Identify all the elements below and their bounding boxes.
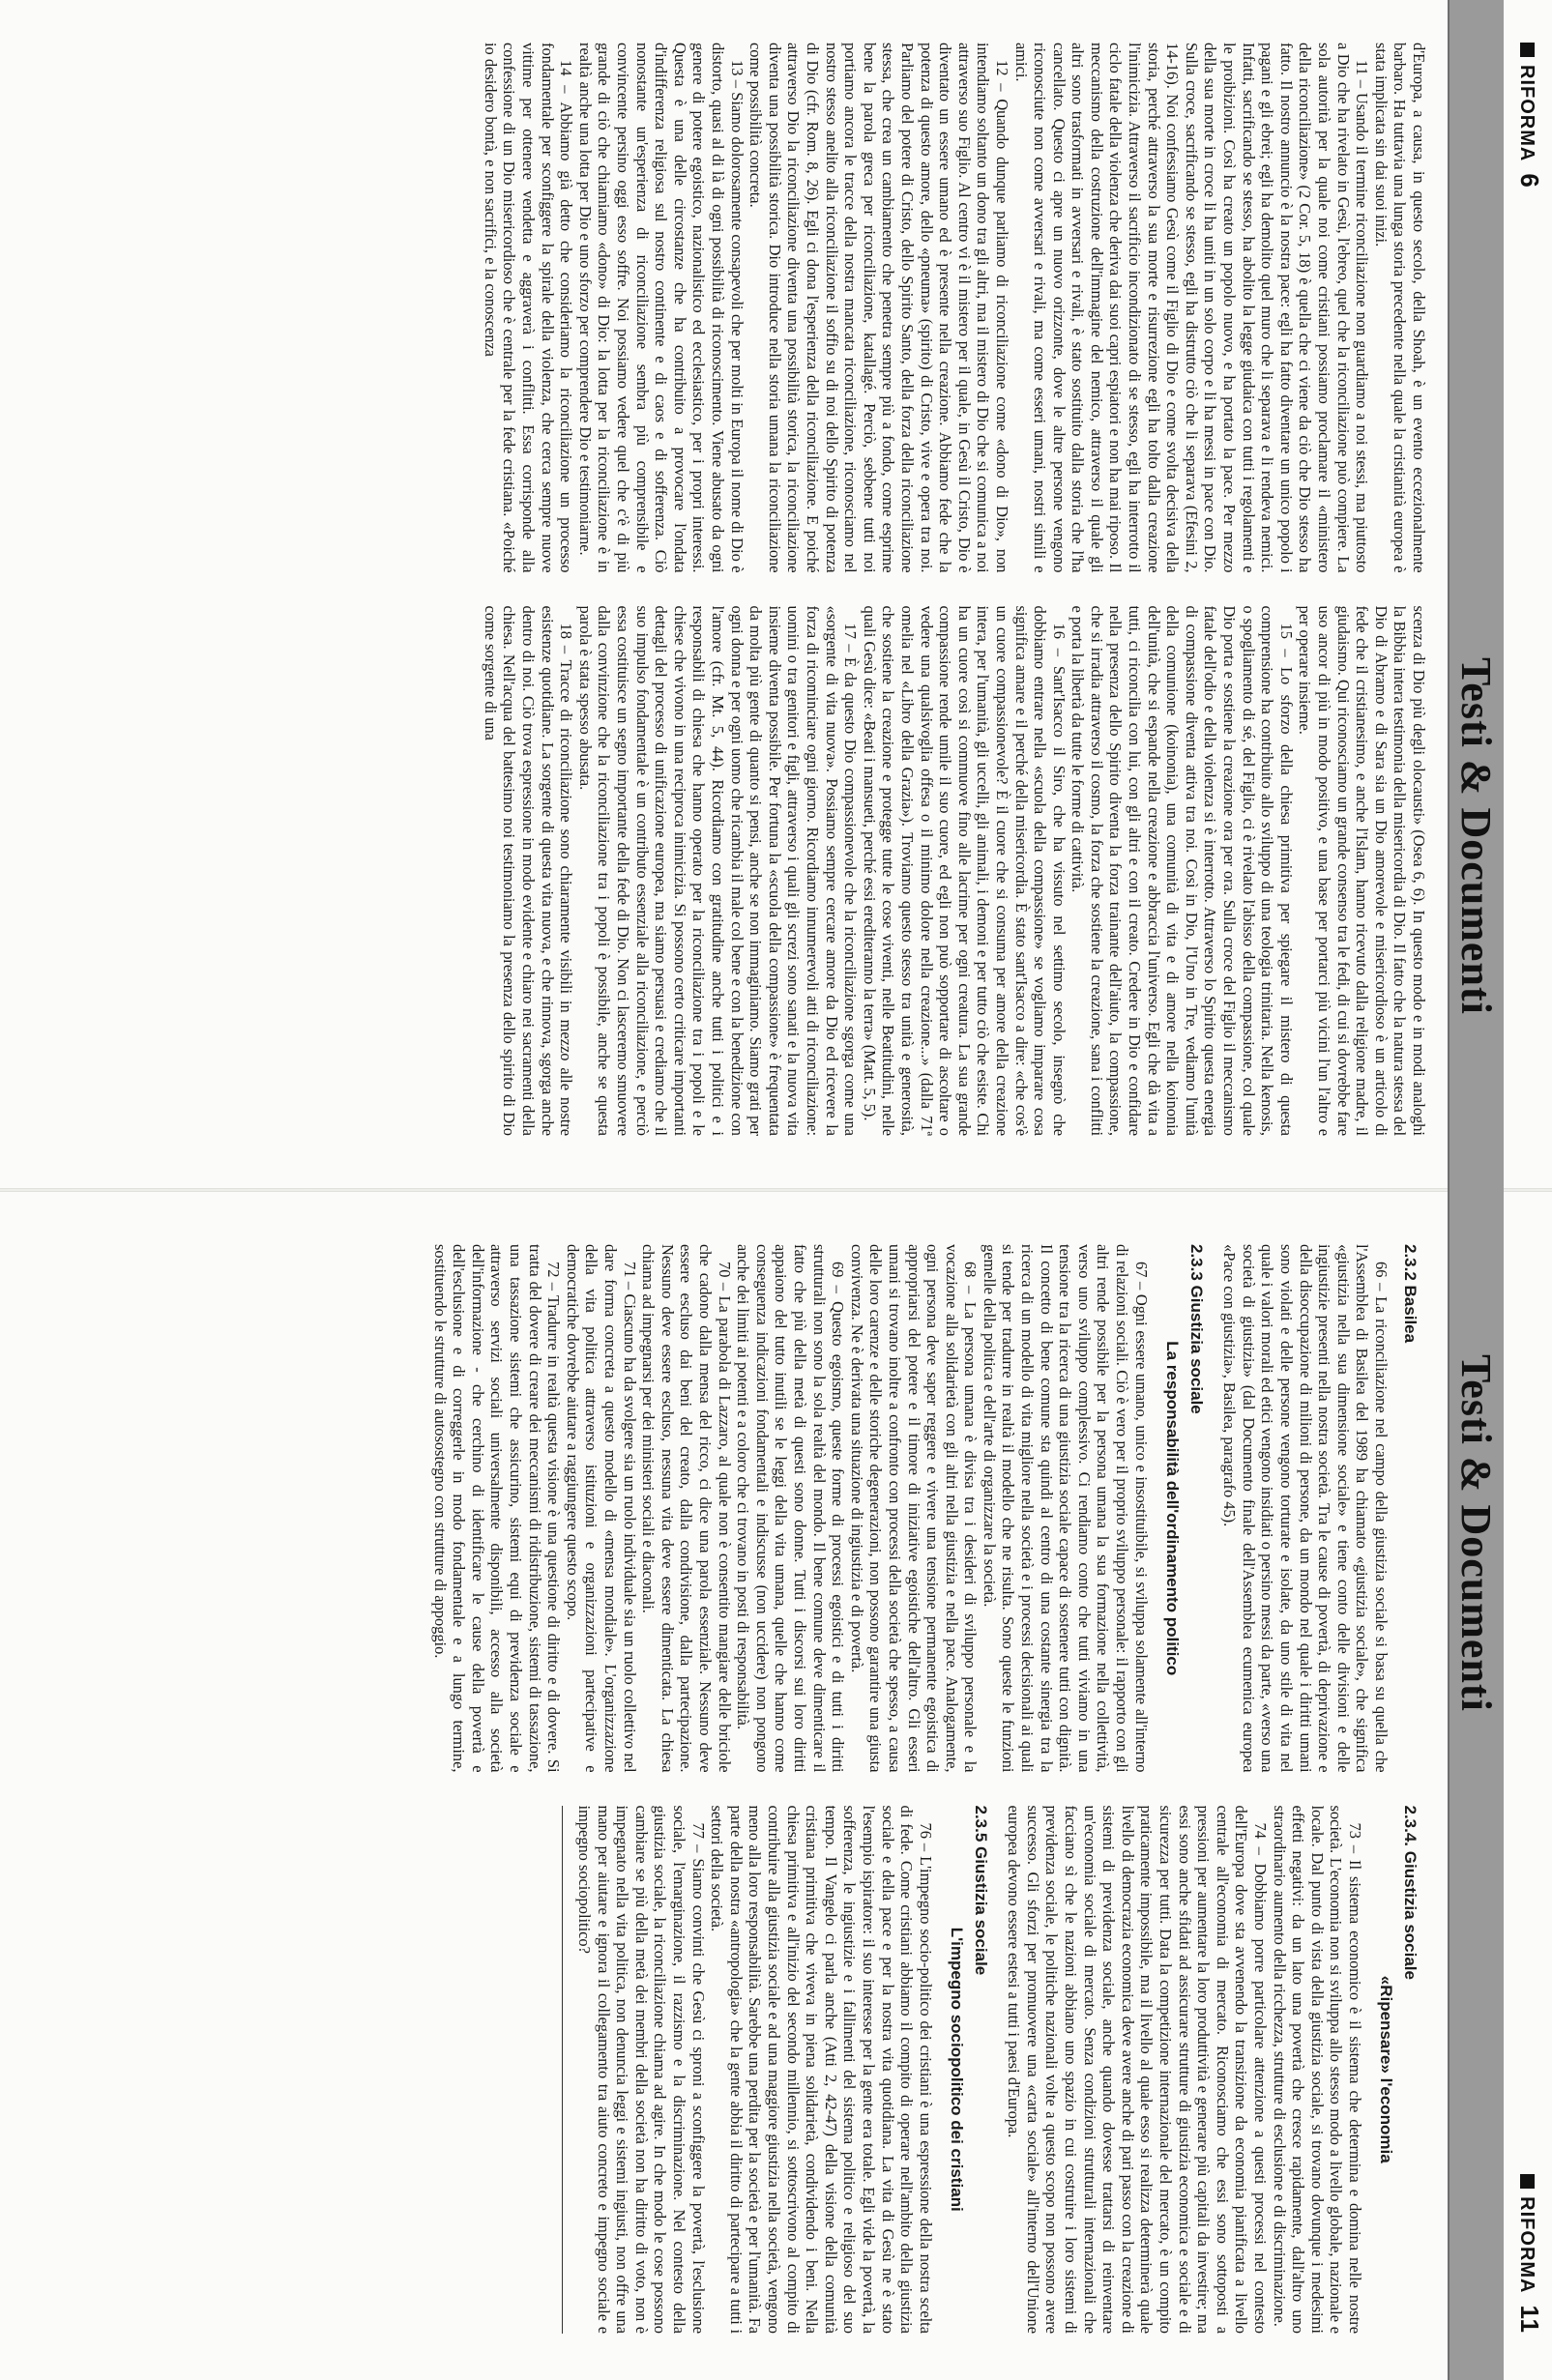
square-icon — [1520, 2174, 1535, 2189]
paragraph: 71 – Ciascuno ha da svolgere sia un ruolo individuale sia un ruolo collettivo nel dare forma concreta a questo modello di «mensa mondiale». L'organizzazione della vita politica attraverso istituzioni e organizzazioni partecipative e democratiche dovrebbe aiutare a raggiungere questo scopo. — [563, 1244, 639, 1773]
right-section-label: RIFORMA — [1516, 2196, 1537, 2294]
paragraph: 17 – È da questo Dio compassionevole che la riconciliazione sgorga come una «sorgente di vita nuova». Possiamo sempre cercare amore da Dio ed ricevere la forza di ricominciare ogni giorno. Ricordiamo innumerevoli atti di riconciliazione: uomini o tra genitori e figli, attraverso i quali gli screzi sono sanati e la nuova vita insieme diventa possibile. Per fortuna la «scuola della compassione» è frequentata da molta più gente di quanto si pensi, anche se non immaginiamo. Siamo grati per ogni donna e per ogni uomo che ricambia il male col bene e con la benedizione con l'amore (cfr. Mt. 5, 44). Ricordiamo con gratitudine anche tutti i politici e i responsabili di chiesa che hanno operato per la riconciliazione tra i popoli e le chiese che vivono in una reciproca inimicizia. Si possono certo criticare importanti dettagli del processo di unificazione europea, ma siamo persuasi e crediamo che il suo impulso fondamentale è un contributo essenziale alla riconciliazione, e perciò essa costituisce un segno importante della fede di Dio. Non ci lasceremo smuovere dalla convinzione che la riconciliazione tra i popoli è possibile, anche se questa parola è stata spesso abusata. — [575, 605, 861, 1136]
right-columns — [39, 1244, 1428, 2334]
section-subheading: La responsabilità dell'ordinamento politico — [1162, 1341, 1182, 1676]
left-section-label: RIFORMA — [1516, 65, 1537, 162]
left-banner — [1448, 0, 1504, 1190]
section-heading: 2.3.4. Giustizia sociale — [1401, 1805, 1420, 1980]
left-columns — [39, 43, 1428, 1136]
paragraph: 68 – La persona umana è divisa tra i desideri di sviluppo personale e la vocazione alla solidarietà con gli altri nella giustizia e nella pace. Analogamente, ogni persona deve saper reggere e vivere una tensione permanente egoistica di appropriarsi del potere e il timore di iniziative egoistiche dell'altro. Gli esseri umani si trovano inoltre a confronto con processi della società che spesso, a causa delle loro carenze e delle storiche degenerazioni, non possono garantire una giusta convivenza. Ne è derivata una situazione di ingiustizia e di povertà. — [847, 1244, 981, 1773]
section-heading: 2.3.5 Giustizia sociale — [971, 1805, 990, 1976]
right-running-head — [1514, 2174, 1544, 2334]
paragraph: 70 – La parabola di Lazzaro, al quale non è consentito mangiare delle briciole che cadono dalla mensa del ricco, ci dice una parola essenziale. Nessuno deve essere escluso dai beni del creato, dalla condivisione, dalla partecipazione. Nessuno deve essere escluso, nessuna vita deve essere dimenticata. La chiesa chiama ad impegnarsi per dei ministeri sociali e diaconali. — [639, 1244, 734, 1773]
right-column-2 — [39, 1806, 1428, 2335]
paragraph: 72 – Tradurre in realtà questa visione è una questione di diritto e di dovere. Si tratta del dovere di creare dei meccanismi di ridistribuzione, sistemi di tassazione, una tassazione sistemi che assicurino, sistemi equi di previdenza sociale e attraverso servizi sociali universalmente disponibili, accesso alla società dell'informazione - che cerchino di identificare le cause della povertà e dell'esclusione e di correggerle in modo fondamentale e a lungo termine, sostituendo le strutture di autosostegno con strutture di appoggio. — [430, 1244, 564, 1773]
left-running-head — [1514, 43, 1544, 189]
paragraph: scenza di Dio più degli olocausti» (Osea 6, 6). In questo modo e in modi analoghi la Bibbia intera testimonia della misericordia di Dio. Il fatto che la natura stessa del Dio di Abramo e di Sara sia un Dio amorevole e misericordioso è un articolo di fede che il cristianesimo, e anche l'Islam, hanno ricevuto dalla religione madre, il giudaismo. Qui riconosciamo un grande consenso tra le fedi, di cui si dovrebbe fare uso ancor di più in modo positivo, e una base per portarci più vicini l'un l'altro e per operare insieme. — [1296, 605, 1428, 1136]
paragraph: 69 – Questo egoismo, queste forme di processi egoistici e di tutti i diritti strutturali non sono la sola realtà del mondo. Il bene comune deve dimenticare il fatto che più della metà di questi sono donne. Tutti i discorsi sui loro diritti appaiono del tutto inutili se le leggi della vita umana, quelle che hanno come conseguenza indicazioni fondamentali e indiscusse (non uccidere) non pongono anche dei limiti ai potenti e a coloro che ci trovano in posti di responsabilità. — [734, 1244, 848, 1773]
paragraph: 66 – La riconciliazione nel campo della giustizia sociale si basa su quella che l'Assemblea di Basilea del 1989 ha chiamato «giustizia sociale», che significa «giustizia nella sua dimensione sociale» e tiene conto delle divisioni e delle ingiustizie presenti nella nostra società. Tra le cause di povertà, di deprivazione e della disoccupazione di milioni di persone, da un mondo nel quale i diritti umani sono violati e delle persone vengono torturate e isolate, da uno stile di vita nel quale i valori morali ed etici vengono insidiati o persino messi da parte, «verso una società di giustizia» (dal Documento finale dell'Assemblea ecumenica europea «Pace con giustizia», Basilea, paragrafo 45). — [1220, 1244, 1391, 1773]
paragraph: 15 – Lo sforzo della chiesa primitiva per spiegare il mistero di questa comprensione ha contribuito allo sviluppo di una teologia trinitaria. Nella kenosis, o spogliamento di sé, del Figlio, ci è rivelato l'abisso della compassione, col quale Dio porta e sostiene la creazione ora per ora. Sulla croce del Figlio il meccanismo fatale dell'odio e della violenza si è interrotto. Attraverso lo Spirito questa energia di compassione diventa attiva tra noi. Così in Dio, l'Uno in Tre, vediamo l'unità della comunione (koinonia), una comunità di vita e di amore nella koinonia dell'unità, che si espande nella creazione e abbraccia l'universo. Egli che dà vita a tutti, ci riconcilia con lui, con gli altri e con il creato. Credere in Dio e confidare nella presenza dello Spirito diventa la forza trainante dell'aiuto, la compassione, che si irradia attraverso il cosmo, la forza che sostiene la creazione, sana i conflitti e porta la libertà da tutte le forme di cattività. — [1069, 605, 1296, 1136]
section-heading: 2.3.3 Giustizia sociale — [1186, 1244, 1206, 1414]
square-icon — [1520, 43, 1535, 57]
right-page-number: 11 — [1515, 2305, 1544, 2334]
left-column-1 — [39, 43, 1428, 573]
section-subheading: L'impegno sociopolitico dei cristiani — [947, 1927, 966, 2212]
end-rule — [562, 1806, 563, 2335]
left-banner-title: Testi & Documenti — [1452, 657, 1500, 1015]
paragraph: 74 – Dobbiamo porre particolare attenzione a questi processi nel contesto dell'Europa dove sta avvenendo la transizione da economia pianificata a livello centrale all'economia di mercato. Riconosciamo che essi sono sottoposti a pressioni per aumentare la loro produttività e generare più capitali da investire; ma essi sono anche sfidati ad assicurare strutture di giustizia economica e sociale e di sicurezza per tutti. Data la competizione internazionale del mercato, è un compito praticamente impossibile, ma il livello al quale esso si realizza determinerà quale livello di democrazia economica deve avere anche di pari passo con la creazione di sistemi di previdenza sociale, anche quando dovesse trattarsi di reinventare un'economia sociale di mercato. Senza condizioni strutturali internazionali che facciano sì che le nazioni abbiano uno spazio in cui costruire i loro sistemi di previdenza sociale, le politiche nazionali volte a questo scopo non possono avere successo. Gli sforzi per promuovere una «carta sociale» all'interno dell'Unione europea devono essere estesi a tutti i paesi d'Europa. — [1005, 1805, 1271, 2334]
section-subheading: «Ripensare» l'economia — [1377, 1975, 1395, 2163]
right-page — [0, 1190, 1552, 2380]
paragraph: 13 – Siamo dolorosamente consapevoli che per molti in Europa il nome di Dio è distorto, quasi al di là di ogni possibilità di riconoscimento. Viene abusato da ogni genere di potere egoistico, nazionalistico ed ecclesiastico, per i propri interessi. Questa è una delle circostanze che ha contribuito a provocare l'ondata d'indifferenza religiosa sul nostro continente e di caos e di sofferenza. Ciò nonostante un'esperienza di riconciliazione sembra più comprensibile e convincente persino oggi esso soffre. Noi possiamo vedere quel che c'è di più grande di ciò che chiamiamo «dono» di Dio: la lotta per la riconciliazione è in realtà anche una lotta per Dio e uno sforzo per comprendere Dio e testimoniarne. — [575, 43, 747, 573]
paragraph: 76 – L'impegno socio-politico dei cristiani è una espressione della nostra scelta di fede. Come cristiani abbiamo il compito di operare nell'ambito della giustizia sociale e della pace e per la nostra vita quotidiana. La vita di Gesù ne è stato l'esempio ispiratore: il suo interesse per la gente era totale. Egli vide la povertà, la sofferenza, le ingiustizie e i fallimenti del sistema politico e religioso del suo tempo. Il Vangelo ci parla anche (Atti 2, 42-47) della visione della comunità cristiana primitiva che viveva in piena solidarietà, condividendo i beni. Nella chiesa primitiva e all'inizio del secondo millennio, si sottoscrivono al compito di contribuire alla giustizia sociale e ad una maggiore giustizia nella società, vengono meno alla loro responsabilità. Sarebbe una perdita per la società e per l'umanità. Fa parte della nostra «antropologia» che la gente abbia il diritto di partecipare a tutti i settori della società. — [708, 1805, 935, 2334]
paragraph: d'Europa, a causa, in questo secolo, della Shoah, è un evento eccezionalmente barbaro. Ha tuttavia una lunga storia precedente nella quale la cristianità europea è stata implicata sin dai suoi inizi. — [1371, 43, 1428, 573]
paragraph: 12 – Quando dunque parliamo di riconciliazione come «dono di Dio», non intendiamo soltanto un dono tra gli altri, ma il mistero di Dio che si comunica a noi attraverso suo Figlio. Al centro vi è il mistero per il quale, in Gesù il Cristo, Dio è diventato un essere umano ed è presente nella creazione. Abbiamo fede che la potenza di questo amore, dello «pneuma» (spirito) di Cristo, vive e opera tra noi. Parliamo del potere di Cristo, dello Spirito Santo, della forza della riconciliazione stessa, che crea un cambiamento che penetra sempre più a fondo, come esprime bene la parola greca per riconciliazione, katallagé. Perciò, sebbene tutti noi portiamo ancora le tracce della nostra mancata riconciliazione, riconosciamo nel nostro stesso anelito alla riconciliazione il soffio su di noi dello Spirito di potenza di Dio (cfr. Rom. 8, 26). Egli ci dona l'esperienza della riconciliazione. E poiché attraverso Dio la riconciliazione diventa una possibilità storica, la riconciliazione diventa una possibilità storica. Dio introduce nella storia umana la riconciliazione come possibilità concreta. — [747, 43, 1011, 573]
paragraph: 16 – Sant'Isacco il Siro, che ha vissuto nel settimo secolo, insegnò che dobbiamo entrare nella «scuola della compassione» se vogliamo imparare cosa significa amare e il perché della misericordia. È stato sant'Isacco a dire: «che cos'è un cuore compassionevole? È il cuore che si consuma per amore della creazione intera, per l'umanità, gli uccelli, gli animali, i demoni e per tutto ciò che esiste. Chi ha un cuore così si commuove fino alle lacrime per ogni creatura. La sua grande compassione rende umile il suo cuore, ed egli non può sopportare di ascoltare o vedere una qualsivoglia offesa o il minimo dolore nella creazione...» (dalla 71ª omelia nel «Libro della Grazia»). Troviamo questo stesso tra unità e generosità, che sostiene la creazione e protegge tutte le cose viventi, nelle Beatitudini, nelle quali Gesù dice: «Beati i mansueti, perché essi erediteranno la terra» (Matt. 5, 5). — [860, 605, 1069, 1136]
left-column-2 — [39, 606, 1428, 1137]
paragraph: 14 – Abbiamo già detto che consideriamo la riconciliazione un processo fondamentale per sconfiggere la spirale della violenza, che cerca sempre nuove vittime per ottenere vendetta e aggraverà i conflitti. Essa corrisponde alla confessione di un Dio misericordioso che è centrale per la fede cristiana. «Poiché io desidero bontà, e non sacrifici, e la conoscenza — [481, 43, 576, 573]
paragraph: 73 – Il sistema economico è il sistema che determina e domina nelle nostre società. L'economia non si sviluppa allo stesso modo a livello globale, nazionale e locale. Dal punto di vista della giustizia sociale, si trovano dovunque i medesimi effetti negativi: da un lato una povertà che cresce rapidamente, dall'altro uno straordinario aumento della ricchezza, strutture di esclusione e di discriminazione. — [1270, 1805, 1364, 2334]
paragraph: 67 – Ogni essere umano, unico e insostituibile, si sviluppa solamente all'interno di relazioni sociali. Ciò è vero per il proprio sviluppo personale: il rapporto con gli altri rende possibile per la persona umana la sua formazione nella collettività, verso uno sviluppo complessivo. Ci rendiamo conto che tutti viviamo in una tensione tra la ricerca di una giustizia sociale capace di sostenere tutti con dignità. Il concetto di bene comune sta quindi al centro di una costante sinergia tra la ricerca di un modello di vita migliore nella società e i processi decisionali ai quali si tende per tradurre in realtà il modello che ne risulta. Sono queste le funzioni gemelle della politica e dell'arte di organizzare la società. — [980, 1244, 1151, 1773]
paragraph: 18 – Tracce di riconciliazione sono chiaramente visibili in mezzo alle nostre esistenze quotidiane. La sorgente di questa vita nuova, e che rinnova, sgorga anche dentro di noi. Ciò trova espressione in modo evidente e chiaro nei sacramenti della chiesa. Nell'acqua del battesimo noi testimoniamo la presenza dello spirito di Dio come sorgente di una — [481, 605, 576, 1136]
right-column-1 — [39, 1244, 1428, 1773]
paragraph: 11 – Usando il termine riconciliazione non guardiamo a noi stessi, ma piuttosto a Dio che ha rivelato in Gesù, l'ebreo, quel che la riconciliazione può compiere. La sola autorità per la quale noi come cristiani possiamo proclamare il «ministero della riconciliazione» (2 Cor. 5, 18) è quella che ci viene da ciò che Dio stesso ha fatto. Il nostro annuncio è la nostra pace: egli ha fatto diventare un unico popolo i pagani e gli ebrei; egli ha demolito quel muro che li separava e li rendeva nemici. Infatti, sacrificando se stesso, ha abolito la legge giudaica con tutti i regolamenti e le proibizioni. Così ha creato un popolo nuovo, e ha portato la pace. Per mezzo della sua morte in croce li ha uniti in un solo corpo e li ha messi in pace con Dio. Sulla croce, sacrificando se stesso, egli ha distrutto ciò che li separava (Efesini 2, 14-16). Noi confessiamo Gesù come il Figlio di Dio e come svolta decisiva della storia, perché attraverso la sua morte e risurrezione egli ha tolto dalla creazione l'inimicizia. Attraverso il sacrificio incondizionato di se stesso, egli ha interrotto il ciclo fatale della violenza che deriva dai suoi capri espiatori e non ha mai riposo. Il meccanismo della costruzione dell'immagine del nemico, attraverso il quale gli altri sono trasformati in avversari e rivali, è stato sostituito dalla storia che l'ha cancellato. Questo ci apre un nuovo orizzonte, dove le altre persone vengono riconosciute non come avversari e rivali, ma come esseri umani, nostri simili e amici. — [1011, 43, 1372, 573]
left-page-number: 6 — [1515, 173, 1544, 189]
section-heading: 2.3.2 Basilea — [1401, 1244, 1420, 1344]
right-banner — [1448, 1190, 1504, 2380]
paragraph: 77 – Siamo convinti che Gesù ci sproni a sconfiggere la povertà, l'esclusione sociale, l'emarginazione, il razzismo e la discriminazione. Nel contesto della giustizia sociale, la riconciliazione chiama ad agire. In che modo le cose possono cambiare se più della metà dei membri della società non ha diritto di voto, non è impegnato nella vita politica, non denuncia leggi e sistemi ingiusti, non offre una mano per aiutare e ignora il collegamento tra aiuto concreto e impegno sociale e impegno sociopolitico? — [575, 1805, 708, 2334]
right-banner-title: Testi & Documenti — [1452, 1354, 1500, 1712]
